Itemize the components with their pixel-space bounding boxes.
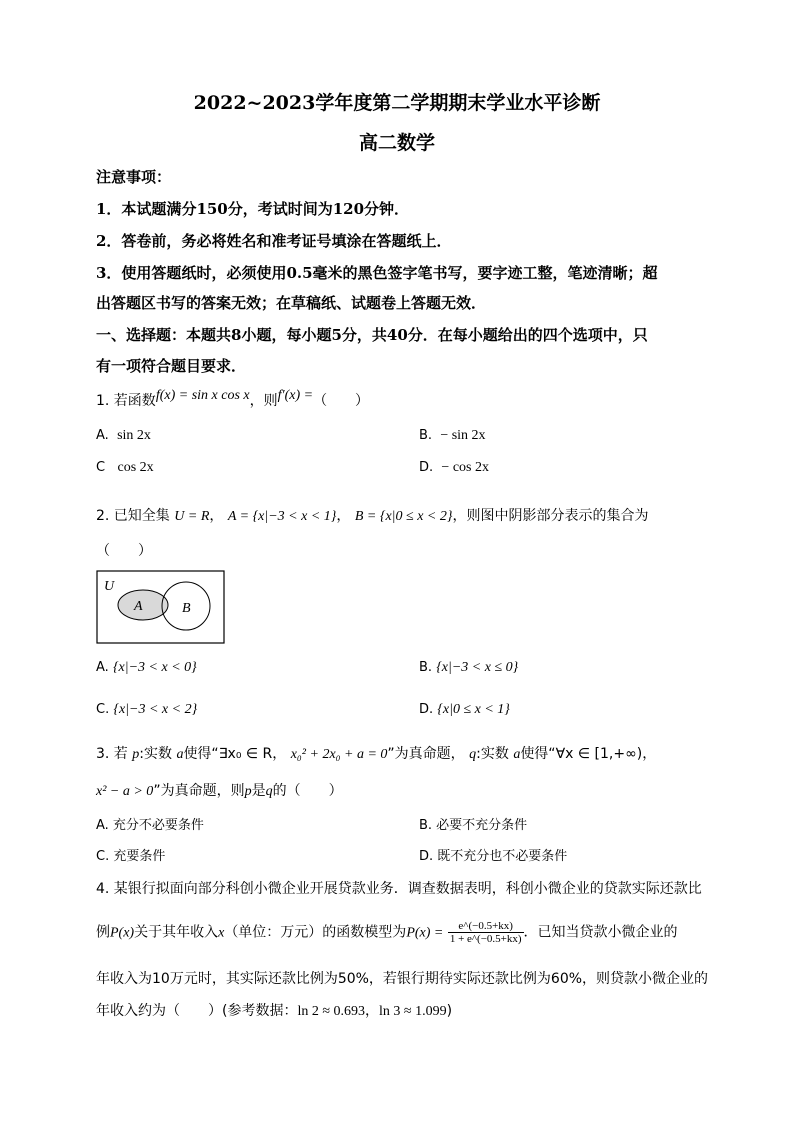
question-4-line2 <box>96 920 678 945</box>
q4-l2a: 例 <box>96 924 110 941</box>
q2-sep1: ， <box>209 508 224 524</box>
q4-ln-sep: ， <box>365 1003 380 1019</box>
q2-option-b[interactable] <box>419 660 518 676</box>
q4-model-fraction <box>448 920 524 945</box>
q3-l1e: :实数 <box>476 746 509 762</box>
q2-option-a[interactable] <box>96 660 197 676</box>
q4-l2d: ．已知当贷款小微企业的 <box>523 924 678 941</box>
q3-eq1: x₀² + 2x₀ + a = 0 <box>290 747 388 762</box>
q4-frac-num: e^(−0.5+kx) <box>448 920 524 933</box>
q3-option-b[interactable]: B. 必要不充分条件 <box>419 818 528 833</box>
q1-option-b-label: B. <box>419 428 433 443</box>
q3-l2b: ”为真命题，则 <box>153 783 245 799</box>
q2-option-d-text: {x|0 ≤ x < 1} <box>437 702 510 717</box>
q4-ln2: ln 2 ≈ 0.693 <box>297 1004 366 1019</box>
q2-option-c-label: C. <box>96 702 110 717</box>
question-3-line1 <box>96 743 656 763</box>
notes-item-1: 1．本试题满分150分，考试时间为120分钟． <box>96 200 410 218</box>
notes-item-3-line1: 3．使用答题纸时，必须使用0.5毫米的黑色签字笔书写，要字迹工整，笔迹清晰；超 <box>96 264 658 282</box>
section1-line1: 一、选择题：本题共8小题，每小题5分，共40分．在每小题给出的四个选项中，只 <box>96 326 648 344</box>
venn-label-b: B <box>182 601 191 616</box>
q4-frac-den: 1 + e^(−0.5+kx) <box>449 933 522 945</box>
q2-sep2: ， <box>336 508 351 524</box>
q2-option-c[interactable] <box>96 702 197 718</box>
notes-item-2: 2．答卷前，务必将姓名和准考证号填涂在答题纸上． <box>96 232 452 250</box>
q3-l2f: 的（ ） <box>272 783 343 799</box>
q1-option-c-text: cos 2x <box>117 460 154 475</box>
q1-prefix: 1. 若函数 <box>96 393 156 409</box>
q2-universe: U = R <box>174 509 210 524</box>
q1-option-d-label: D. <box>419 460 434 475</box>
q4-l4a: 年收入约为（ ）(参考数据： <box>96 1003 298 1019</box>
q1-option-a-text: sin 2x <box>117 428 151 443</box>
q2-suffix: ，则图中阴影部分表示的集合为 <box>452 508 649 524</box>
q3-l2d: 是 <box>251 783 266 799</box>
q3-l1f: 使得“∀x ∈ [1,+∞)， <box>520 746 657 762</box>
section1-line2: 有一项符合题目要求． <box>96 357 247 375</box>
q2-prefix: 2. 已知全集 <box>96 508 170 524</box>
q4-l4b: ) <box>446 1003 453 1019</box>
q3-l2e: q <box>265 784 273 799</box>
q1-function: f(x) = sin x cos x <box>155 388 250 403</box>
question-3-line2 <box>96 780 343 800</box>
q3-a1: a <box>176 747 184 762</box>
q1-option-a[interactable] <box>96 428 151 444</box>
q3-option-c[interactable]: C. 充要条件 <box>96 849 166 864</box>
q2-paren: （ ） <box>96 543 152 559</box>
q3-a2: a <box>513 747 521 762</box>
q3-l1b: :实数 <box>139 746 172 762</box>
q3-l2c: p <box>244 784 252 799</box>
q2-set-a: A = {x|−3 < x < 1} <box>227 509 337 524</box>
q1-option-a-label: A. <box>96 428 109 443</box>
q2-option-b-label: B. <box>419 660 433 675</box>
q4-model-lhs: P(x) = <box>406 925 444 941</box>
q2-option-a-text: {x|−3 < x < 0} <box>112 660 197 675</box>
q3-l1a: 3. 若 <box>96 746 128 762</box>
q1-option-c-label: C <box>96 460 106 475</box>
exam-subtitle: 高二数学 <box>358 132 435 154</box>
q1-option-b[interactable] <box>419 428 486 444</box>
q2-option-d[interactable] <box>419 702 510 718</box>
venn-diagram <box>96 570 226 646</box>
q1-option-c[interactable] <box>96 460 154 476</box>
venn-set-a-shaded <box>118 590 168 620</box>
q3-option-d[interactable]: D. 既不充分也不必要条件 <box>419 849 568 864</box>
q2-option-d-label: D. <box>419 702 434 717</box>
q3-l2a: x² − a > 0 <box>96 784 154 799</box>
q1-paren: （ ） <box>313 393 370 409</box>
venn-label-a: A <box>134 599 143 614</box>
question-2-stem <box>96 505 648 525</box>
q2-option-a-label: A. <box>96 660 109 675</box>
q4-l2c: （单位：万元）的函数模型为 <box>224 924 407 941</box>
q3-l1c: 使得“∃x₀ ∈ R， <box>183 746 287 762</box>
q1-option-b-text: − sin 2x <box>440 428 486 443</box>
notes-item-3-line2: 出答题区书写的答案无效；在草稿纸、试题卷上答题无效． <box>96 294 487 312</box>
q4-x: x <box>218 925 225 941</box>
q1-mid: ，则 <box>249 393 278 409</box>
q3-p: p <box>132 747 140 762</box>
question-4-line4 <box>96 1000 452 1020</box>
question-1-stem <box>96 390 369 410</box>
q3-l1d: ”为真命题， <box>387 746 465 762</box>
q1-option-d-text: − cos 2x <box>441 460 489 475</box>
q1-option-d[interactable] <box>419 460 489 476</box>
q2-set-b: B = {x|0 ≤ x < 2} <box>354 509 453 524</box>
q1-derivative: f′(x) = <box>277 388 314 403</box>
q2-option-c-text: {x|−3 < x < 2} <box>113 702 198 717</box>
exam-title: 2022~2023学年度第二学期期末学业水平诊断 <box>193 92 601 114</box>
q2-option-b-text: {x|−3 < x ≤ 0} <box>436 660 519 675</box>
q3-q: q <box>469 747 477 762</box>
question-4-line1: 4. 某银行拟面向部分科创小微企业开展贷款业务．调查数据表明，科创小微企业的贷款实际还款比 <box>96 881 702 897</box>
q4-ln3: ln 3 ≈ 1.099 <box>379 1004 447 1019</box>
question-4-line3: 年收入为10万元时，其实际还款比例为50%，若银行期待实际还款比例为60%，则贷款小微企业的 <box>96 971 709 987</box>
q3-option-a[interactable]: A. 充分不必要条件 <box>96 818 204 833</box>
notes-heading: 注意事项： <box>96 168 172 186</box>
q4-px: P(x) <box>110 925 135 941</box>
venn-label-u: U <box>104 579 115 594</box>
q4-l2b: 关于其年收入 <box>134 924 219 941</box>
